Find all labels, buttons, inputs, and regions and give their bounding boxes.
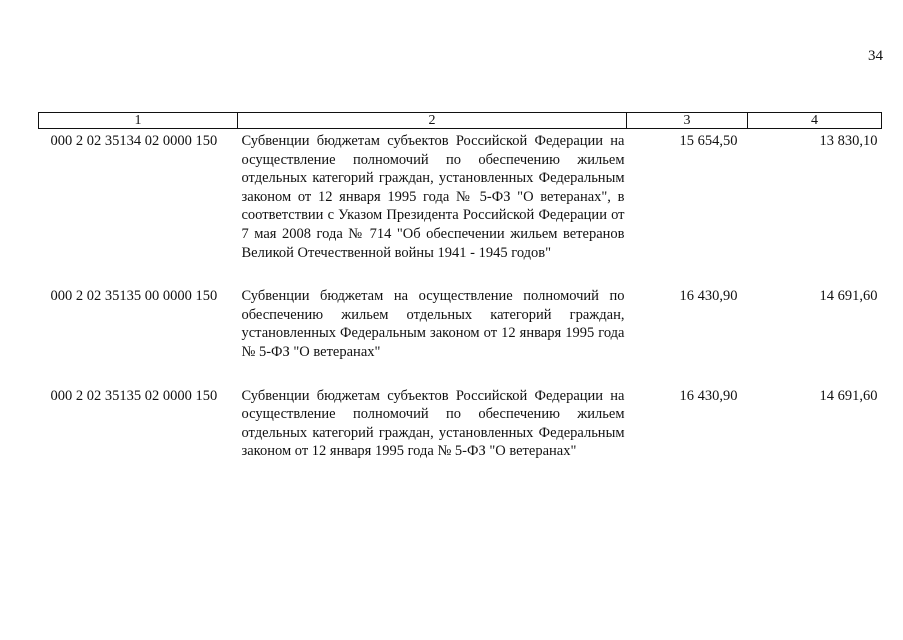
amount-column-3-cell: 16 430,90 [679, 387, 738, 404]
description-cell [238, 284, 627, 383]
budget-code-cell: 000 2 02 35135 02 0000 150 [50, 387, 218, 404]
page-number: 34 [868, 48, 883, 64]
table-row [39, 384, 882, 483]
amount-column-3-cell: 15 654,50 [679, 133, 738, 149]
amount-column-4-cell: 14 691,60 [819, 387, 878, 404]
description-cell [238, 129, 627, 285]
description-text: Субвенции бюджетам на осуществление полномочий по обеспечению жильем отдельных категорий граждан, установленных Федеральным законом от 12 января 1995 года № 5-ФЗ "О ветеранах" [241, 288, 625, 360]
table-header [39, 113, 882, 129]
budget-code-cell: 000 2 02 35134 02 0000 150 [50, 133, 218, 149]
column-header-3: 3 [627, 113, 748, 129]
table-body [39, 129, 882, 483]
description-text: Субвенции бюджетам субъектов Российской Федерации на осуществление полномочий по обеспечению жильем отдельных категорий граждан, установленных Федеральным законом от 12 января 1995 года № 5-ФЗ "О ветеранах" [241, 387, 625, 460]
column-header-4: 4 [748, 113, 882, 129]
budget-table [38, 112, 882, 483]
table-row [39, 284, 882, 383]
column-header-2: 2 [238, 113, 627, 129]
description-text: Субвенции бюджетам субъектов Российской Федерации на осуществление полномочий по обеспечению жильем отдельных категорий граждан, установленных Федеральным законом от 12 января 1995 года № 5-ФЗ "О ветеранах", в соответствии с Указом Президента Российской Федерации от 7 мая 2008 года № 714 "Об обеспечении жильем ветеранов Великой Отечественной войны 1941 - 1945 годов" [241, 133, 625, 261]
header-row [39, 113, 882, 129]
amount-column-4-cell: 14 691,60 [819, 288, 878, 305]
column-header-1: 1 [39, 113, 238, 129]
table-row [39, 129, 882, 285]
budget-code-cell: 000 2 02 35135 00 0000 150 [50, 288, 218, 305]
amount-column-4-cell: 13 830,10 [819, 133, 878, 149]
description-cell [238, 384, 627, 483]
amount-column-3-cell: 16 430,90 [679, 288, 738, 305]
